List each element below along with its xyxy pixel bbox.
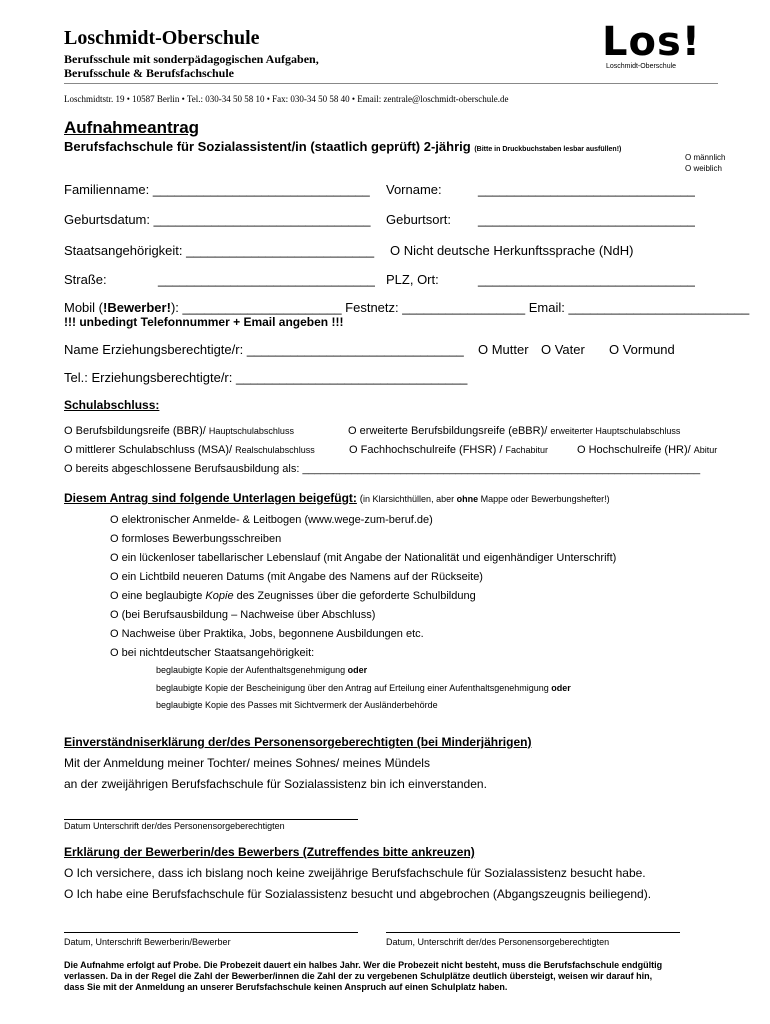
school-subtitle-1: Berufsschule mit sonderpädagogischen Aufgaben, [64, 52, 319, 66]
vormund-option[interactable]: O Vormund [609, 342, 675, 357]
sorgeberechtigte-signature-label: Datum, Unterschrift der/des Personensorgeberechtigten [386, 937, 610, 947]
geburtsort-label: Geburtsort: [386, 212, 452, 227]
unterlagen-item-bewerbungsschreiben[interactable]: O formloses Bewerbungsschreiben [110, 533, 282, 545]
mutter-option[interactable]: O Mutter [478, 342, 529, 357]
familienname-field[interactable]: Familienname: ______________________________ [64, 182, 370, 197]
strasse-label: Straße: [64, 272, 107, 287]
bewerber-signature-label: Datum, Unterschrift Bewerberin/Bewerber [64, 937, 231, 947]
plz-field[interactable]: ______________________________ [478, 272, 695, 287]
sub-pass: beglaubigte Kopie des Passes mit Sichtvermerk der Ausländerbehörde [156, 700, 438, 710]
einverstaendnis-signature-line[interactable] [64, 819, 358, 820]
logo-text: Los! [602, 19, 702, 65]
erklaerung-option-1[interactable]: O Ich versichere, dass ich bislang noch keine zweijährige Berufsfachschule für Sozialassistenz besucht habe. [64, 866, 646, 880]
staatsangehoerigkeit-field[interactable]: Staatsangehörigkeit: __________________________ [64, 243, 375, 258]
footer-line-1: Die Aufnahme erfolgt auf Probe. Die Probezeit dauert ein halbes Jahr. Wer die Probezeit nicht besteht, muss die Berufsfachschule endgültig [64, 960, 663, 970]
form-title: Aufnahmeantrag [64, 118, 200, 137]
bewerber-signature-line[interactable] [64, 932, 358, 933]
header-divider [64, 83, 718, 84]
erklaerung-option-2[interactable]: O Ich habe eine Berufsfachschule für Sozialassistenz besucht und abgebrochen (Abgangszeugnis beiliegend). [64, 887, 652, 901]
form-note: (Bitte in Druckbuchstaben lesbar ausfüllen!) [474, 146, 622, 153]
erziehungsberechtigte-field[interactable]: Name Erziehungsberechtigte/r: ______________________________ [64, 342, 464, 357]
unterlagen-item-nichtdeutsch[interactable]: O bei nichtdeutscher Staatsangehörigkeit: [110, 647, 315, 659]
msa-option[interactable]: O mittlerer Schulabschluss (MSA)/ Realschulabschluss [64, 444, 315, 456]
tel-erziehung-field[interactable]: Tel.: Erziehungsberechtigte/r: ________________________________ [64, 370, 468, 385]
fhsr-option[interactable]: O Fachhochschulreife (FHSR) / Fachabitur [349, 444, 549, 456]
unterlagen-item-lebenslauf[interactable]: O ein lückenloser tabellarischer Lebenslauf (mit Angabe der Nationalität und eigenhändiger Unterschrift) [110, 552, 617, 564]
einverstaendnis-line-2: an der zweijährigen Berufsfachschule für Sozialassistenz bin ich einverstanden. [64, 777, 487, 791]
sub-aufenthaltsgenehmigung: beglaubigte Kopie der Aufenthaltsgenehmigung oder [156, 665, 368, 675]
unterlagen-heading: Diesem Antrag sind folgende Unterlagen beigefügt: (in Klarsichthüllen, aber ohne Mappe oder Bewerbungshefter!) [64, 491, 610, 505]
address-line: Loschmidtstr. 19 • 10587 Berlin • Tel.: 030-34 50 58 10 • Fax: 030-34 50 58 40 • Email: zentrale@loschmidt-oberschule.de [64, 94, 509, 104]
school-logo [602, 18, 712, 66]
ebbr-option[interactable]: O erweiterte Berufsbildungsreife (eBBR)/ erweiterter Hauptschulabschluss [348, 425, 681, 437]
contact-fields[interactable]: Mobil (!Bewerber!): ______________________ Festnetz: _________________ Email: _________________________ [64, 300, 750, 315]
unterlagen-item-zeugnis[interactable]: O eine beglaubigte Kopie des Zeugnisses über die geforderte Schulbildung [110, 590, 476, 602]
einverstaendnis-line-1: Mit der Anmeldung meiner Tochter/ meines Sohnes/ meines Mündels [64, 756, 430, 770]
einverstaendnis-heading: Einverständniserklärung der/des Personensorgeberechtigten (bei Minderjährigen) [64, 735, 532, 749]
school-subtitle-2: Berufsschule & Berufsfachschule [64, 66, 234, 80]
hr-option[interactable]: O Hochschulreife (HR)/ Abitur [577, 444, 718, 456]
footer-line-2: verlassen. Da in der Regel die Zahl der Bewerber/innen die Zahl der zu vergebenen Schulplätze deutlich übersteigt, weisen wir darauf hin, [64, 971, 653, 981]
geburtsort-field[interactable]: ______________________________ [478, 212, 695, 227]
unterlagen-item-berufsausbildung[interactable]: O (bei Berufsausbildung – Nachweise über Abschluss) [110, 609, 376, 621]
phone-warning: !!! unbedingt Telefonnummer + Email angeben !!! [64, 315, 344, 329]
unterlagen-item-anmeldebogen[interactable]: O elektronischer Anmelde- & Leitbogen (www.wege-zum-beruf.de) [110, 514, 433, 526]
gender-female-option[interactable]: O weiblich [685, 164, 722, 173]
vorname-label: Vorname: [386, 182, 442, 197]
unterlagen-item-lichtbild[interactable]: O ein Lichtbild neueren Datums (mit Angabe des Namens auf der Rückseite) [110, 571, 483, 583]
vorname-field[interactable]: ______________________________ [478, 182, 695, 197]
form-subtitle: Berufsfachschule für Sozialassistent/in (staatlich geprüft) 2-jährig (Bitte in Druckbuchstaben lesbar ausfüllen!) [64, 139, 622, 154]
geburtsdatum-field[interactable]: Geburtsdatum: ______________________________ [64, 212, 371, 227]
strasse-field[interactable]: ______________________________ [158, 272, 375, 287]
ndh-option[interactable]: O Nicht deutsche Herkunftssprache (NdH) [390, 243, 634, 258]
schulabschluss-heading: Schulabschluss: [64, 398, 160, 412]
gender-male-option[interactable]: O männlich [685, 153, 726, 162]
bbr-option[interactable]: O Berufsbildungsreife (BBR)/ Hauptschulabschluss [64, 425, 294, 437]
sorgeberechtigte-signature-line[interactable] [386, 932, 680, 933]
einverstaendnis-signature-label: Datum Unterschrift der/des Personensorgeberechtigten [64, 821, 285, 831]
school-name: Loschmidt-Oberschule [64, 27, 260, 49]
plz-label: PLZ, Ort: [386, 272, 439, 287]
unterlagen-item-nachweise[interactable]: O Nachweise über Praktika, Jobs, begonnene Ausbildungen etc. [110, 628, 424, 640]
vater-option[interactable]: O Vater [541, 342, 585, 357]
berufsausbildung-field[interactable]: O bereits abgeschlossene Berufsausbildung als: _________________________________________________________________ [64, 463, 701, 475]
footer-line-3: dass Sie mit der Anmeldung an unserer Berufsfachschule keinen Anspruch auf einen Schulplatz haben. [64, 982, 508, 992]
erklaerung-heading: Erklärung der Bewerberin/des Bewerbers (Zutreffendes bitte ankreuzen) [64, 845, 475, 859]
sub-bescheinigung: beglaubigte Kopie der Bescheinigung über den Antrag auf Erteilung einer Aufenthaltsgenehmigung oder [156, 683, 571, 693]
logo-caption: Loschmidt-Oberschule [606, 63, 677, 70]
